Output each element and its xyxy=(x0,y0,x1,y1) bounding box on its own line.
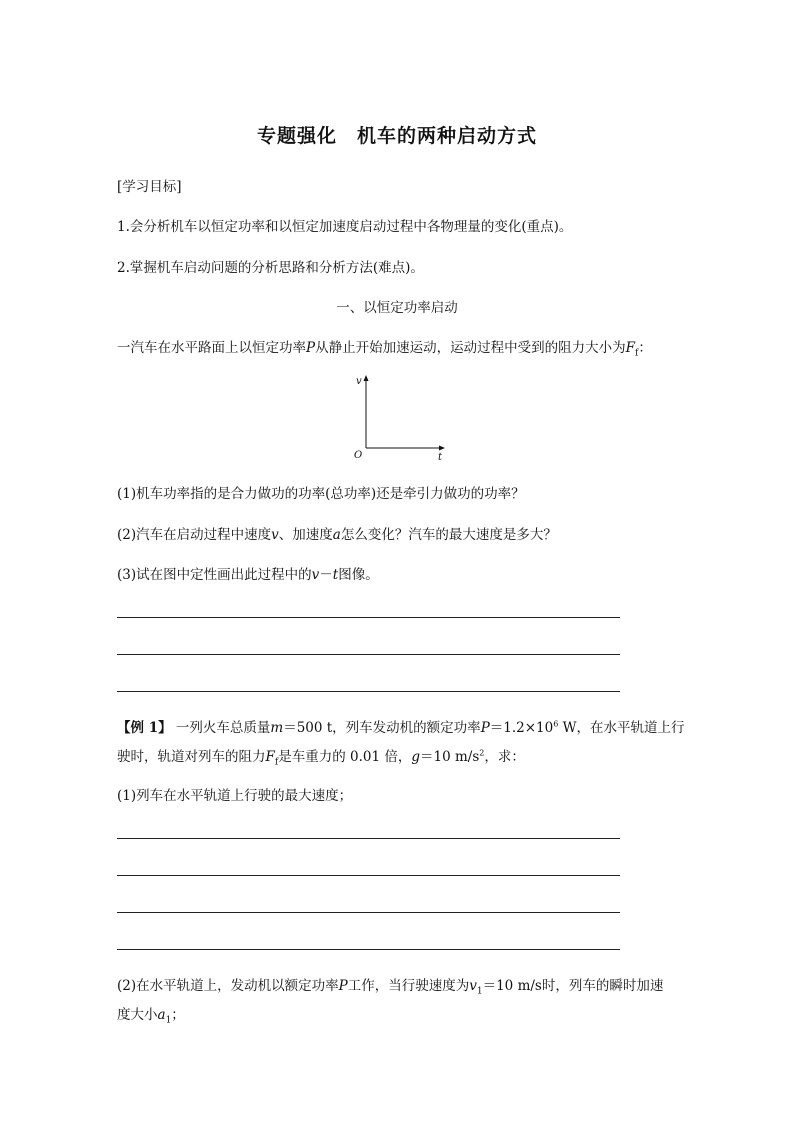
example1-line1: 【例 1】 一列火车总质量m＝500 t，列车发动机的额定功率$P=1.2\times 10^6$ W，在水平轨道上行 xyxy=(117,719,685,736)
answer-line[interactable] xyxy=(117,875,620,876)
answer-line[interactable] xyxy=(117,912,620,913)
objective-item-2: 2.掌握机车启动问题的分析思路和分析方法(难点)。 xyxy=(117,260,424,276)
v-axis-arrow-icon xyxy=(364,375,369,381)
answer-line[interactable] xyxy=(117,838,620,839)
section-heading-constant-power: 一、以恒定功率启动 xyxy=(336,300,458,316)
v-axis-label: v xyxy=(356,376,362,387)
answer-line[interactable] xyxy=(117,654,620,655)
objective-item-1: 1.会分析机车以恒定功率和以恒定加速度启动过程中各物理量的变化(重点)。 xyxy=(117,219,573,235)
question-1: (1)机车功率指的是合力做功的功率(总功率)还是牵引力做功的功率？ xyxy=(117,486,525,502)
answer-line[interactable] xyxy=(117,691,620,692)
example1-question-1: (1)列车在水平轨道上行驶的最大速度； xyxy=(117,788,353,804)
question-3: (3)试在图中定性画出此过程中的v－t图像。 xyxy=(117,567,379,583)
t-axis-label: t xyxy=(438,452,443,463)
origin-label: O xyxy=(354,450,363,461)
example1-question-2-line2: 度大小$a_1$； xyxy=(117,1007,185,1026)
objectives-heading: [学习目标] xyxy=(117,179,182,195)
t-axis-arrow-icon xyxy=(439,446,445,451)
section1-intro: 一汽车在水平路面上以恒定功率P从静止开始加速运动，运动过程中受到的阻力大小为$F_f$： xyxy=(117,340,652,359)
example-tag: 【例 1】 xyxy=(117,720,172,736)
vt-graph-blank xyxy=(350,372,460,462)
example1-question-2-line1: (2)在水平轨道上，发动机以额定功率P工作，当行驶速度为$v_1=10$ m/s时，列车的瞬时加速 xyxy=(117,978,664,997)
page-title: 专题强化 机车的两种启动方式 xyxy=(256,125,537,147)
answer-line[interactable] xyxy=(117,617,620,618)
answer-line[interactable] xyxy=(117,949,620,950)
question-2: (2)汽车在启动过程中速度v、加速度a怎么变化？汽车的最大速度是多大？ xyxy=(117,527,557,543)
example1-line2: 驶时，轨道对列车的阻力$F_f$是车重力的 0.01 倍，g＝10 $m/s^2$，求： xyxy=(117,748,525,768)
